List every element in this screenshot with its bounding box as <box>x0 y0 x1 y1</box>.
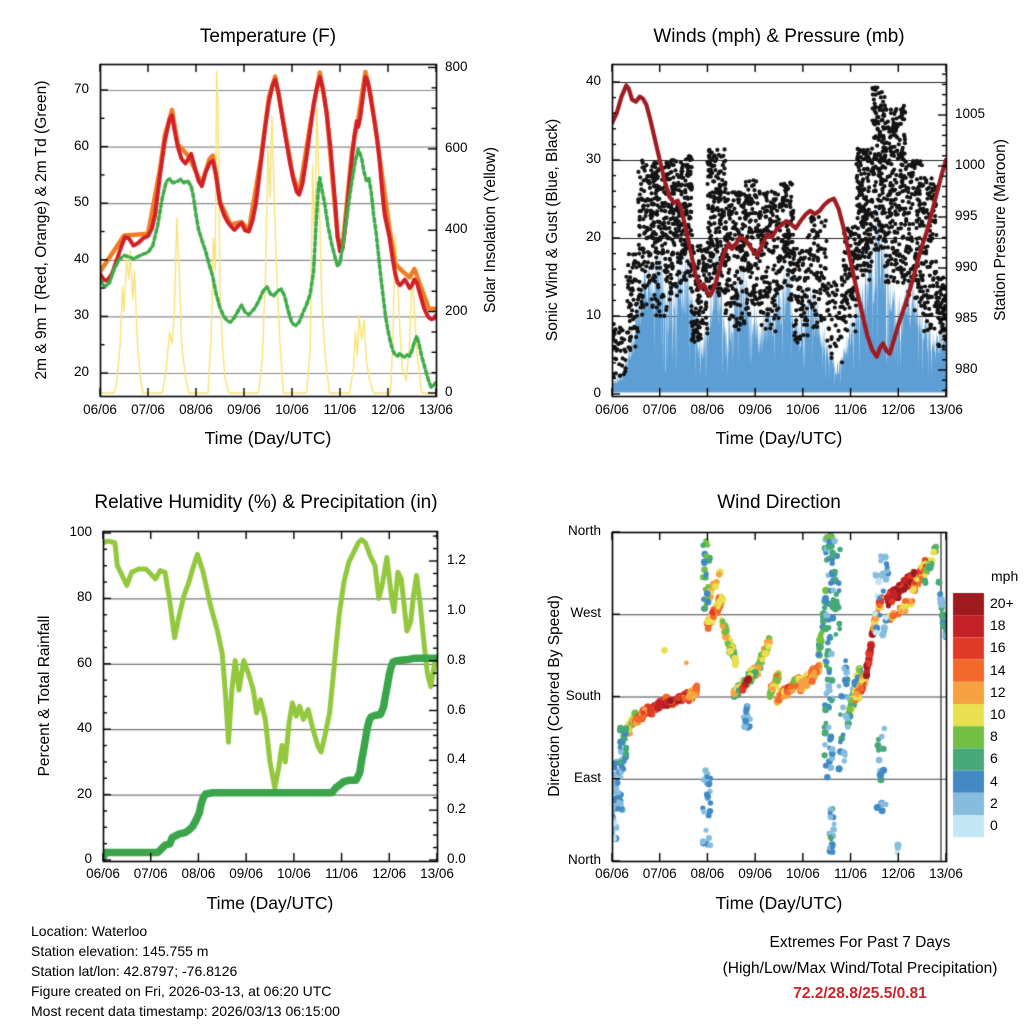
tick-label: 995 <box>955 208 978 223</box>
tick-label: 0.6 <box>447 701 466 717</box>
panel-humidity-title: Relative Humidity (%) & Precipitation (in) <box>94 492 438 513</box>
tick-label: 60 <box>76 654 92 670</box>
tick-label: 12/06 <box>372 866 407 881</box>
panel-temperature-title: Temperature (F) <box>199 26 337 47</box>
colorbar-label: 16 <box>990 639 1006 656</box>
tick-label: North <box>567 852 601 867</box>
tick-label: West <box>570 605 601 621</box>
panel-winds-xlabel: Time (Day/UTC) <box>715 428 843 448</box>
tick-label: 10 <box>585 307 601 322</box>
extremes-title: Extremes For Past 7 Days <box>769 934 951 951</box>
tick-label: 08/06 <box>690 402 725 417</box>
extremes-subtitle: (High/Low/Max Wind/Total Precipitation) <box>722 959 998 977</box>
tick-label: 13/06 <box>929 866 963 881</box>
tick-label: 08/06 <box>181 866 216 881</box>
tick-label: 10/06 <box>785 402 820 417</box>
tick-label: 1.0 <box>447 601 466 617</box>
tick-label: 08/06 <box>690 866 725 881</box>
colorbar-label: 2 <box>990 794 998 811</box>
tick-label: 12/06 <box>881 866 916 881</box>
panel-winddir-xlabel: Time (Day/UTC) <box>715 893 843 913</box>
tick-label: 0.2 <box>447 801 466 817</box>
tick-label: East <box>573 769 601 785</box>
tick-label: 06/06 <box>595 866 629 881</box>
tick-label: 13/06 <box>420 866 454 881</box>
tick-label: 0 <box>445 384 453 399</box>
tick-label: 10/06 <box>785 866 820 881</box>
tick-label: 12/06 <box>881 402 916 417</box>
panel-winddir-ylabel-left: Direction (Colored By Speed) <box>546 595 563 797</box>
panel-winds-ylabel-left: Sonic Wind & Gust (Blue, Black) <box>544 118 561 342</box>
tick-label: 40 <box>76 720 92 736</box>
tick-label: 985 <box>955 310 978 325</box>
tick-label: 07/06 <box>133 866 168 881</box>
tick-label: 200 <box>445 302 468 318</box>
tick-label: 40 <box>585 73 601 88</box>
tick-label: 0 <box>84 851 92 866</box>
tick-label: 0.0 <box>447 851 466 866</box>
tick-label: 50 <box>73 194 89 210</box>
footer-latlon: Station lat/lon: 42.8797; -76.8126 <box>31 963 238 979</box>
tick-label: 06/06 <box>83 402 117 417</box>
tick-label: 1000 <box>955 157 986 172</box>
tick-label: 980 <box>955 361 978 376</box>
panel-humidity-ylabel-left: Percent & Total Rainfall <box>36 615 53 777</box>
tick-label: 990 <box>955 259 978 274</box>
panel-temperature-xlabel: Time (Day/UTC) <box>204 428 332 448</box>
tick-label: 11/06 <box>325 866 358 881</box>
tick-label: 11/06 <box>834 866 867 881</box>
tick-label: 80 <box>76 589 92 605</box>
tick-label: 09/06 <box>738 866 773 881</box>
colorbar-label: 20+ <box>990 595 1014 611</box>
tick-label: 1005 <box>955 106 986 121</box>
tick-label: 70 <box>73 81 89 96</box>
tick-label: 11/06 <box>834 402 867 417</box>
colorbar-label: 10 <box>990 706 1006 722</box>
footer-created: Figure created on Fri, 2026-03-13, at 06:20 UTC <box>31 983 332 999</box>
colorbar-title: mph <box>991 568 1019 584</box>
tick-label: 20 <box>73 364 89 379</box>
panel-winds-ylabel-right: Station Pressure (Maroon) <box>992 139 1009 321</box>
extremes-block <box>700 930 1020 1007</box>
tick-label: 1.2 <box>447 552 466 567</box>
panel-humidity-xlabel: Time (Day/UTC) <box>206 893 334 913</box>
panel-winds-title: Winds (mph) & Pressure (mb) <box>653 26 905 47</box>
tick-label: 800 <box>445 58 468 74</box>
tick-label: 08/06 <box>179 402 213 417</box>
colorbar-label: 14 <box>990 661 1006 678</box>
tick-label: 20 <box>76 785 92 801</box>
colorbar-label: 12 <box>990 683 1006 700</box>
colorbar-label: 0 <box>990 817 998 833</box>
tick-label: North <box>567 523 601 538</box>
tick-label: 10/06 <box>275 402 309 417</box>
colorbar-label: 18 <box>990 617 1006 634</box>
tick-label: 0.8 <box>447 651 466 667</box>
panel-temperature-ylabel-right: Solar Insolation (Yellow) <box>482 147 499 313</box>
colorbar-label: 6 <box>990 750 998 767</box>
tick-label: 12/06 <box>371 402 405 417</box>
tick-label: 100 <box>69 524 92 539</box>
tick-label: 0.4 <box>447 751 466 767</box>
tick-label: 10/06 <box>276 866 311 881</box>
tick-label: 06/06 <box>86 866 120 881</box>
colorbar-label: 8 <box>990 728 998 745</box>
tick-label: 13/06 <box>419 402 453 417</box>
tick-label: 30 <box>73 307 89 323</box>
footer-location: Location: Waterloo <box>31 923 148 939</box>
tick-label: 09/06 <box>738 402 773 417</box>
tick-label: 07/06 <box>642 866 677 881</box>
tick-label: 60 <box>73 137 89 153</box>
tick-label: 07/06 <box>131 402 165 417</box>
tick-label: 0 <box>593 385 601 400</box>
tick-label: 400 <box>445 221 468 237</box>
panel-temperature-ylabel-left: 2m & 9m T (Red, Orange) & 2m Td (Green) <box>33 80 50 380</box>
tick-label: 11/06 <box>323 402 357 417</box>
footer-elevation: Station elevation: 145.755 m <box>31 943 209 959</box>
extremes-values: 72.2/28.8/25.5/0.81 <box>793 985 927 1002</box>
tick-label: 09/06 <box>227 402 261 417</box>
colorbar-label: 4 <box>990 772 998 789</box>
panel-winddir-title: Wind Direction <box>717 492 841 513</box>
tick-label: 09/06 <box>229 866 264 881</box>
tick-label: 20 <box>585 229 601 244</box>
tick-label: 40 <box>73 250 89 266</box>
tick-label: 30 <box>585 151 601 166</box>
tick-label: 07/06 <box>642 402 677 417</box>
tick-label: South <box>565 687 601 703</box>
footer-timestamp: Most recent data timestamp: 2026/03/13 06:15:00 <box>31 1003 340 1019</box>
tick-label: 13/06 <box>929 402 963 417</box>
tick-label: 06/06 <box>595 402 629 417</box>
tick-label: 600 <box>445 139 468 155</box>
